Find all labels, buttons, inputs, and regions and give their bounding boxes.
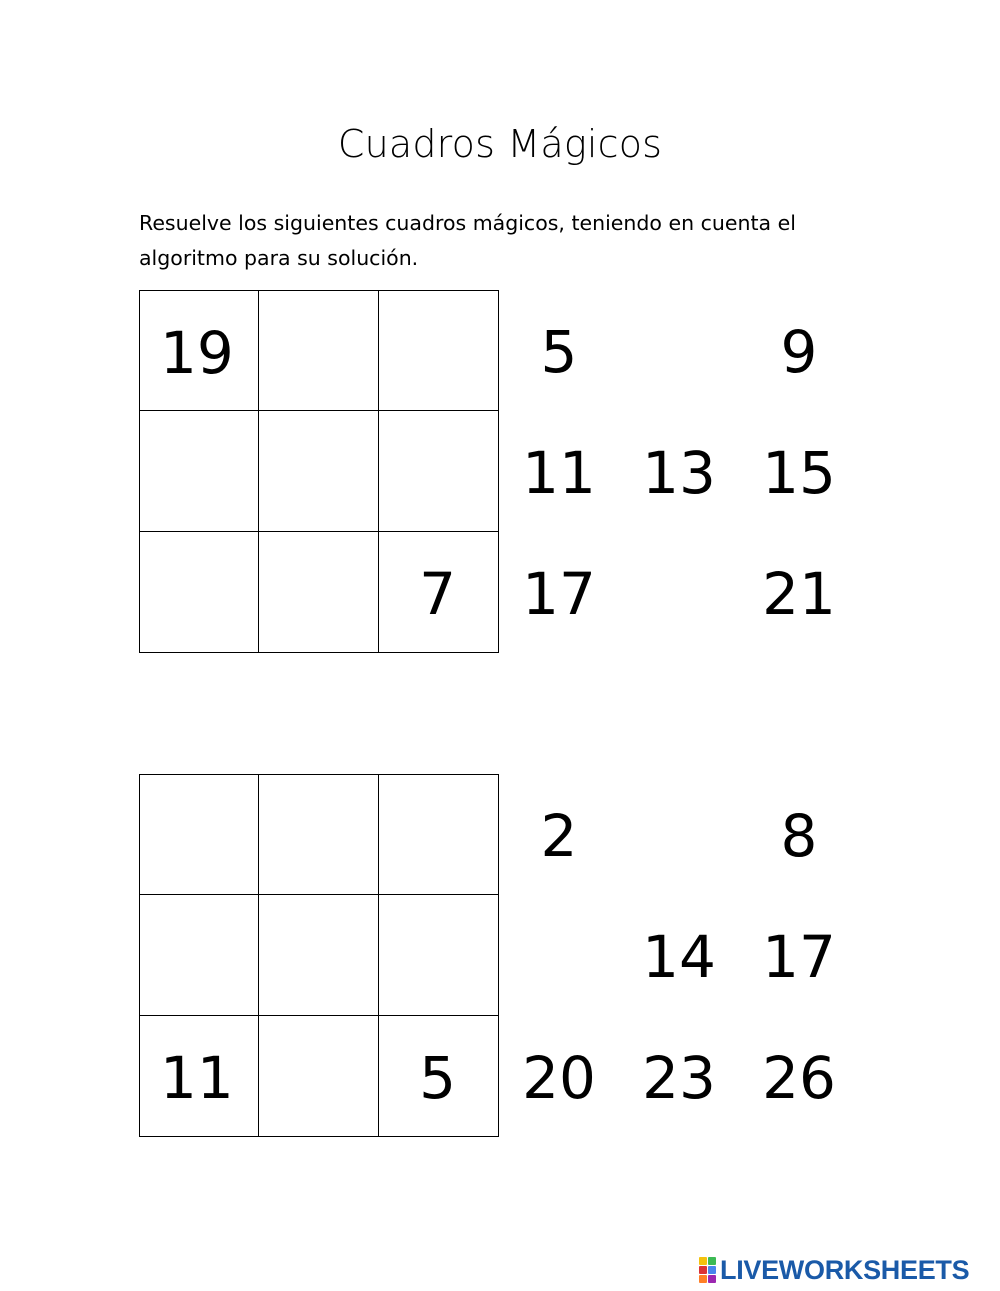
number-option[interactable] bbox=[619, 774, 739, 894]
magic-square-cell[interactable]: 5 bbox=[419, 1043, 456, 1112]
magic-square-cell[interactable] bbox=[259, 411, 378, 531]
logo-block bbox=[708, 1266, 716, 1274]
logo-block bbox=[699, 1257, 707, 1265]
logo-block bbox=[708, 1257, 716, 1265]
magic-square-cell[interactable]: 11 bbox=[140, 1016, 259, 1136]
magic-square-cell[interactable] bbox=[259, 895, 378, 1015]
liveworksheets-brand[interactable] bbox=[699, 1256, 969, 1284]
number-option[interactable]: 8 bbox=[780, 802, 818, 870]
page-title: Cuadros Mágicos bbox=[337, 122, 663, 166]
magic-square-cell[interactable]: 7 bbox=[419, 559, 456, 628]
magic-square-cell[interactable] bbox=[379, 411, 498, 531]
magic-square-cell[interactable] bbox=[259, 775, 378, 895]
magic-square-cell[interactable] bbox=[379, 775, 498, 895]
logo-block bbox=[708, 1275, 716, 1283]
magic-square-cell[interactable] bbox=[259, 291, 378, 411]
number-option[interactable] bbox=[619, 290, 739, 410]
number-option[interactable]: 20 bbox=[522, 1044, 596, 1112]
liveworksheets-logo-icon bbox=[699, 1257, 716, 1283]
number-option[interactable]: 17 bbox=[762, 923, 836, 991]
number-option[interactable] bbox=[619, 532, 739, 652]
magic-square-cell[interactable] bbox=[379, 895, 498, 1015]
number-option[interactable]: 5 bbox=[540, 318, 578, 386]
magic-square-cell[interactable] bbox=[140, 411, 259, 531]
number-option[interactable]: 23 bbox=[642, 1044, 716, 1112]
magic-square-cell[interactable] bbox=[140, 775, 259, 895]
magic-square-cell[interactable]: 19 bbox=[140, 291, 259, 411]
magic-square-cell[interactable] bbox=[140, 532, 259, 652]
logo-block bbox=[699, 1275, 707, 1283]
magic-square-cell[interactable] bbox=[140, 895, 259, 1015]
magic-square-cell[interactable] bbox=[259, 532, 378, 652]
brand-name: LIVEWORKSHEETS bbox=[720, 1255, 970, 1285]
number-option[interactable]: 13 bbox=[642, 439, 716, 507]
number-option[interactable]: 2 bbox=[540, 802, 578, 870]
number-option[interactable]: 21 bbox=[762, 560, 836, 628]
number-option[interactable] bbox=[499, 895, 619, 1015]
number-option[interactable]: 9 bbox=[780, 318, 818, 386]
magic-square-cell[interactable] bbox=[379, 291, 498, 411]
magic-square-2 bbox=[139, 774, 499, 1137]
number-option[interactable]: 17 bbox=[522, 560, 596, 628]
magic-square-1 bbox=[139, 290, 499, 653]
magic-square-cell[interactable] bbox=[259, 1016, 378, 1136]
number-option[interactable]: 11 bbox=[522, 439, 596, 507]
logo-block bbox=[699, 1266, 707, 1274]
instructions-text: Resuelve los siguientes cuadros mágicos, teniendo en cuenta el algoritmo para su solución. bbox=[139, 211, 796, 270]
number-option[interactable]: 14 bbox=[642, 923, 716, 991]
number-option[interactable]: 15 bbox=[762, 439, 836, 507]
number-option[interactable]: 26 bbox=[762, 1044, 836, 1112]
